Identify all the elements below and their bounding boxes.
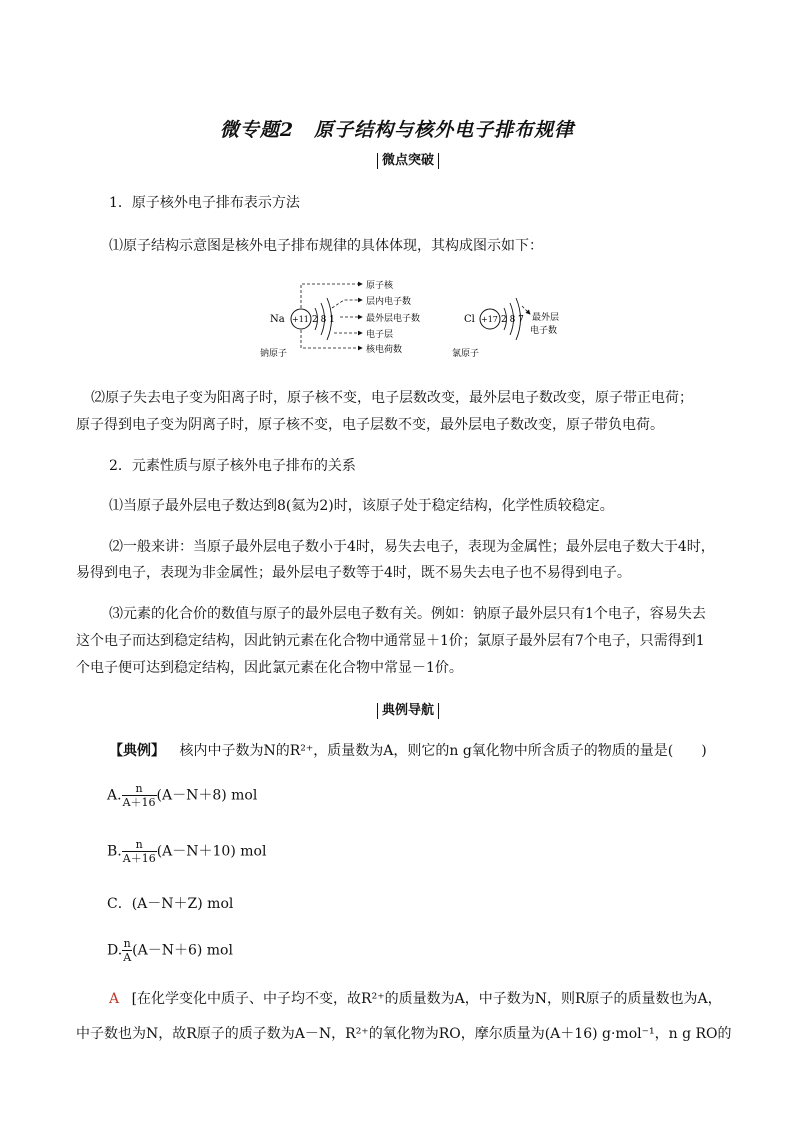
- section2-paragraph3-line2: 这个电子而达到稳定结构，因此钠元素在化合物中通常显＋1价；氯原子最外层有7个电子，只需得到1: [76, 633, 705, 649]
- section1-heading: 1．原子核外电子排布表示方法: [109, 195, 300, 211]
- option-a: [107, 782, 257, 809]
- option-d-numerator: n: [123, 937, 131, 950]
- label-nucleus: 原子核: [366, 281, 394, 291]
- atomic-structure-diagram: [260, 270, 580, 362]
- option-b: [107, 838, 266, 865]
- section1-paragraph2-line1: ⑵原子失去电子变为阳离子时，原子核不变，电子层数改变，最外层电子数改变，原子带正电荷；: [91, 390, 693, 406]
- label-shell: 电子层: [366, 330, 394, 340]
- section2-paragraph1: ⑴当原子最外层电子数达到8(氦为2)时，该原子处于稳定结构，化学性质较稳定。: [109, 498, 614, 514]
- option-b-label: B.: [107, 843, 122, 860]
- option-a-denominator: A＋16: [122, 796, 156, 809]
- na-caption: 钠原子: [260, 349, 288, 359]
- na-shell-electrons: 2 8 1: [312, 315, 335, 325]
- option-d-denominator: A: [123, 951, 132, 964]
- label-shell-electrons: 层内电子数: [366, 297, 412, 307]
- section2-paragraph2-line1: ⑵一般来讲：当原子最外层电子数小于4时，易失去电子，表现为金属性；最外层电子数大于4时，: [109, 539, 715, 555]
- na-nucleus-charge: +11: [292, 315, 309, 324]
- answer-letter: A: [109, 991, 120, 1007]
- cl-caption: 氯原子: [452, 349, 480, 359]
- section2-paragraph3-line1: ⑶元素的化合价的数值与原子的最外层电子数有关。例如：钠原子最外层只有1个电子，容易失去: [109, 606, 706, 622]
- option-d: [107, 937, 233, 964]
- leader-cl-outer: [522, 306, 530, 314]
- option-b-fraction: [122, 838, 157, 865]
- leader-nucleus: [301, 284, 362, 308]
- answer-text-1: [在化学变化中质子、中子均不变，故R²⁺的质量数为A，中子数为N，则R原子的质量数也为A，: [131, 991, 722, 1007]
- section2-paragraph3-line3: 个电子便可达到稳定结构，因此氯元素在化合物中常显－1价。: [76, 660, 463, 676]
- example-text: 核内中子数为N的R²⁺，质量数为A，则它的n g氧化物中所含质子的物质的量是( ): [179, 743, 707, 759]
- option-b-numerator: n: [122, 838, 157, 852]
- section2-paragraph2-line2: 易得到电子，表现为非金属性；最外层电子数等于4时，既不易失去电子也不易得到电子。: [76, 565, 631, 581]
- section-tag-key-points: 微点突破: [377, 153, 439, 169]
- label-outer-electrons: 最外层电子数: [366, 314, 421, 324]
- leader-nuclear-charge: [301, 330, 362, 348]
- section2-heading: 2．元素性质与原子核外电子排布的关系: [109, 458, 356, 474]
- option-a-expression: (A－N＋8) mol: [156, 787, 258, 804]
- page-title: 微专题2 原子结构与核外电子排布规律: [219, 119, 575, 141]
- cl-nucleus-charge: +17: [481, 315, 498, 324]
- option-b-denominator: A＋16: [122, 852, 156, 865]
- section1-paragraph2-line2: 原子得到电子变为阴离子时，原子核不变，电子层数不变，最外层电子数改变，原子带负电荷。: [76, 417, 664, 433]
- option-a-numerator: n: [122, 782, 157, 796]
- option-d-fraction: [122, 937, 132, 964]
- leader-shell-electrons: [332, 300, 362, 308]
- cl-label-line2: 电子数: [530, 326, 558, 336]
- section-tag-examples: 典例导航: [377, 703, 439, 719]
- example-label: 【典例】: [109, 743, 165, 759]
- cl-symbol: Cl: [464, 314, 475, 325]
- option-d-expression: (A－N＋6) mol: [132, 942, 233, 959]
- cl-shell-electrons: 2 8 7: [501, 315, 524, 325]
- answer-line2: 中子数也为N，故R原子的质子数为A－N，R²⁺的氧化物为RO，摩尔质量为(A＋16) g·mol⁻¹，n g RO的: [76, 1026, 732, 1042]
- option-d-label: D.: [107, 942, 123, 959]
- option-a-fraction: [122, 782, 157, 809]
- option-c: C．(A－N＋Z) mol: [107, 896, 234, 912]
- option-a-label: A.: [107, 787, 122, 804]
- label-nuclear-charge: 核电荷数: [366, 345, 403, 355]
- section1-paragraph1: ⑴原子结构示意图是核外电子排布规律的具体体现，其构成图示如下：: [109, 238, 543, 254]
- answer-line1: [109, 989, 722, 1009]
- na-symbol: Na: [270, 314, 285, 325]
- example-question: [109, 741, 707, 761]
- cl-label-line1: 最外层: [532, 313, 560, 323]
- option-b-expression: (A－N＋10) mol: [156, 843, 267, 860]
